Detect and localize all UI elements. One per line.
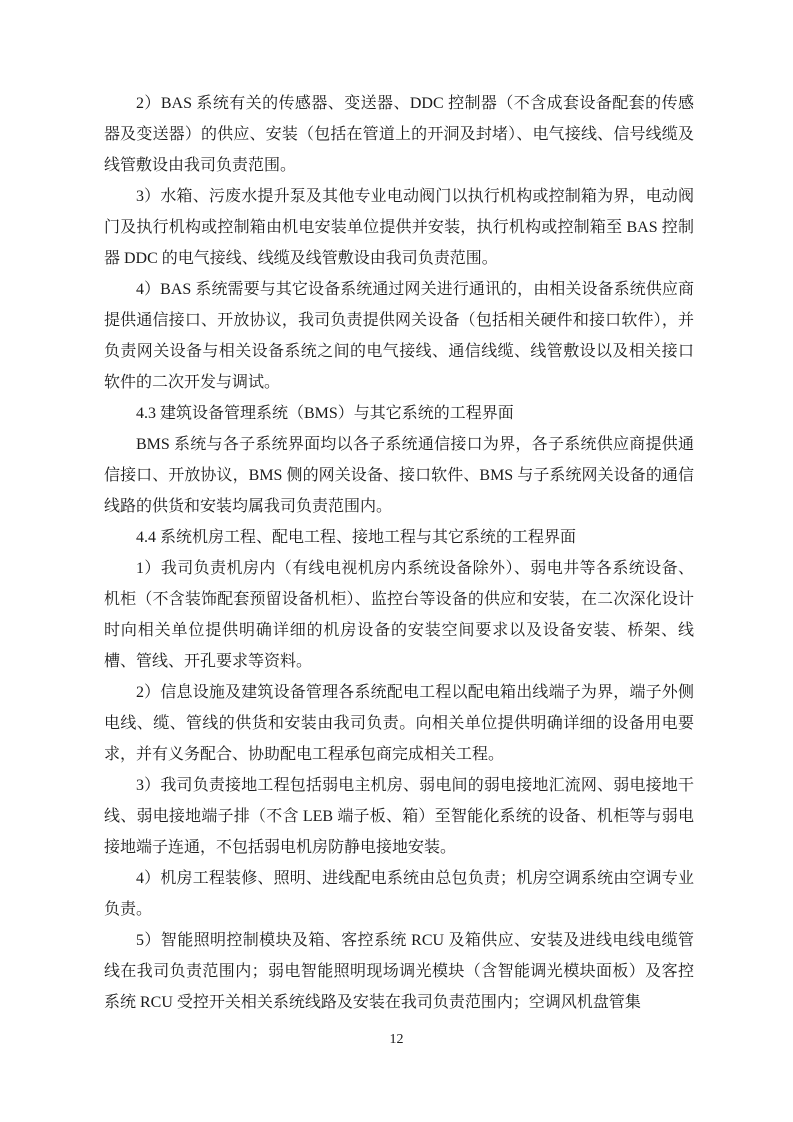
page-number: 12 [389, 1032, 404, 1047]
paragraph-bas-sensors: 2）BAS 系统有关的传感器、变送器、DDC 控制器（不含成套设备配套的传感器及变送器）的供应、安装（包括在管道上的开洞及封堵）、电气接线、信号线缆及线管敷设由我司负责范围。 [104, 95, 694, 174]
paragraph-smart-lighting: 5）智能照明控制模块及箱、客控系统 RCU 及箱供应、安装及进线电线电缆管线在我司负责范围内；弱电智能照明现场调光模块（含智能调光模块面板）及客控系统 RCU 受控开关相关系统线路及安装在我司负责范围内；空调风机盘管集 [104, 932, 694, 1011]
paragraph-water-tank-valves: 3）水箱、污废水提升泵及其他专业电动阀门以执行机构或控制箱为界，电动阀门及执行机构或控制箱由机电安装单位提供并安装，执行机构或控制箱至 BAS 控制器 DDC 的电气接线、线缆及线管敷设由我司负责范围。 [104, 188, 694, 267]
document-body [104, 88, 694, 1018]
section-heading-4-3: 4.3 建筑设备管理系统（BMS）与其它系统的工程界面 [136, 405, 514, 422]
paragraph-grounding: 3）我司负责接地工程包括弱电主机房、弱电间的弱电接地汇流网、弱电接地干线、弱电接地端子排（不含 LEB 端子板、箱）至智能化系统的设备、机柜等与弱电接地端子连通，不包括弱电机房防静电接地安装。 [104, 777, 694, 856]
paragraph-bms-interface: BMS 系统与各子系统界面均以各子系统通信接口为界，各子系统供应商提供通信接口、开放协议，BMS 侧的网关设备、接口软件、BMS 与子系统网关设备的通信线路的供货和安装均属我司负责范围内。 [104, 436, 694, 515]
paragraph-room-fitout: 4）机房工程装修、照明、进线配电系统由总包负责；机房空调系统由空调专业负责。 [104, 870, 694, 918]
paragraph-machine-room: 1）我司负责机房内（有线电视机房内系统设备除外）、弱电井等各系统设备、机柜（不含装饰配套预留设备机柜）、监控台等设备的供应和安装，在二次深化设计时向相关单位提供明确详细的机房设备的安装空间要求以及设备安装、桥架、线槽、管线、开孔要求等资料。 [104, 560, 694, 670]
paragraph-bas-gateway: 4）BAS 系统需要与其它设备系统通过网关进行通讯的，由相关设备系统供应商提供通信接口、开放协议，我司负责提供网关设备（包括相关硬件和接口软件），并负责网关设备与相关设备系统之间的电气接线、通信线缆、线管敷设以及相关接口软件的二次开发与调试。 [104, 281, 694, 391]
section-heading-4-4: 4.4 系统机房工程、配电工程、接地工程与其它系统的工程界面 [136, 529, 577, 546]
paragraph-power-distribution: 2）信息设施及建筑设备管理各系统配电工程以配电箱出线端子为界，端子外侧电线、缆、管线的供货和安装由我司负责。向相关单位提供明确详细的设备用电要求，并有义务配合、协助配电工程承包商完成相关工程。 [104, 684, 694, 763]
